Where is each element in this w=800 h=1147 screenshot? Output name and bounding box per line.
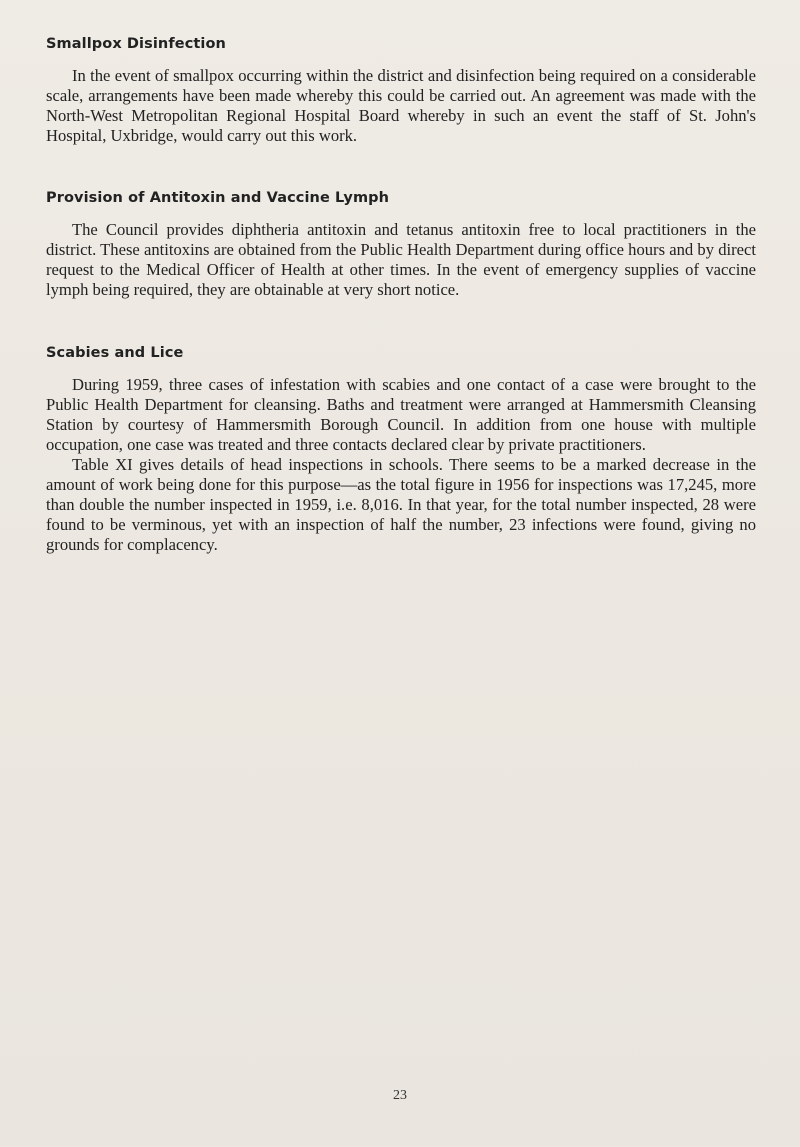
- section-heading: Provision of Antitoxin and Vaccine Lymph: [46, 190, 390, 206]
- section-heading: Scabies and Lice: [46, 345, 184, 361]
- page-number: 23: [393, 1088, 407, 1103]
- section-heading: Smallpox Disinfection: [46, 36, 226, 52]
- section-paragraph: In the event of smallpox occurring within the district and disinfection being required on a considerable scale, arrangements have been made whereby this could be carried out. An agreement was made with the North-West Metropolitan Regional Hospital Board whereby in such an event the staff of St. John's Hospital, Uxbridge, would carry out this work.: [46, 66, 756, 145]
- section-smallpox-disinfection: [46, 34, 756, 146]
- section-scabies-lice: [46, 343, 756, 555]
- section-paragraph: During 1959, three cases of infestation with scabies and one contact of a case were brought to the Public Health Department for cleansing. Baths and treatment were arranged at Hammersmith Cleansing Station by courtesy of Hammersmith Borough Council. In addition from one house with multiple occupation, one case was treated and three contacts declared clear by private practitioners.: [46, 375, 756, 454]
- section-paragraph: Table XI gives details of head inspections in schools. There seems to be a marked decrease in the amount of work being done for this purpose—as the total figure in 1956 for inspections was 17,245, more than double the number inspected in 1959, i.e. 8,016. In that year, for the total number inspected, 28 were found to be verminous, yet with an inspection of half the number, 23 infections were found, giving no grounds for complacency.: [46, 455, 756, 554]
- section-antitoxin-vaccine: [46, 188, 756, 300]
- section-paragraph: The Council provides diphtheria antitoxin and tetanus antitoxin free to local practitioners in the district. These antitoxins are obtained from the Public Health Department during office hours and by direct request to the Medical Officer of Health at other times. In the event of emergency supplies of vaccine lymph being required, they are obtainable at very short notice.: [46, 220, 756, 299]
- page-content: [46, 34, 756, 595]
